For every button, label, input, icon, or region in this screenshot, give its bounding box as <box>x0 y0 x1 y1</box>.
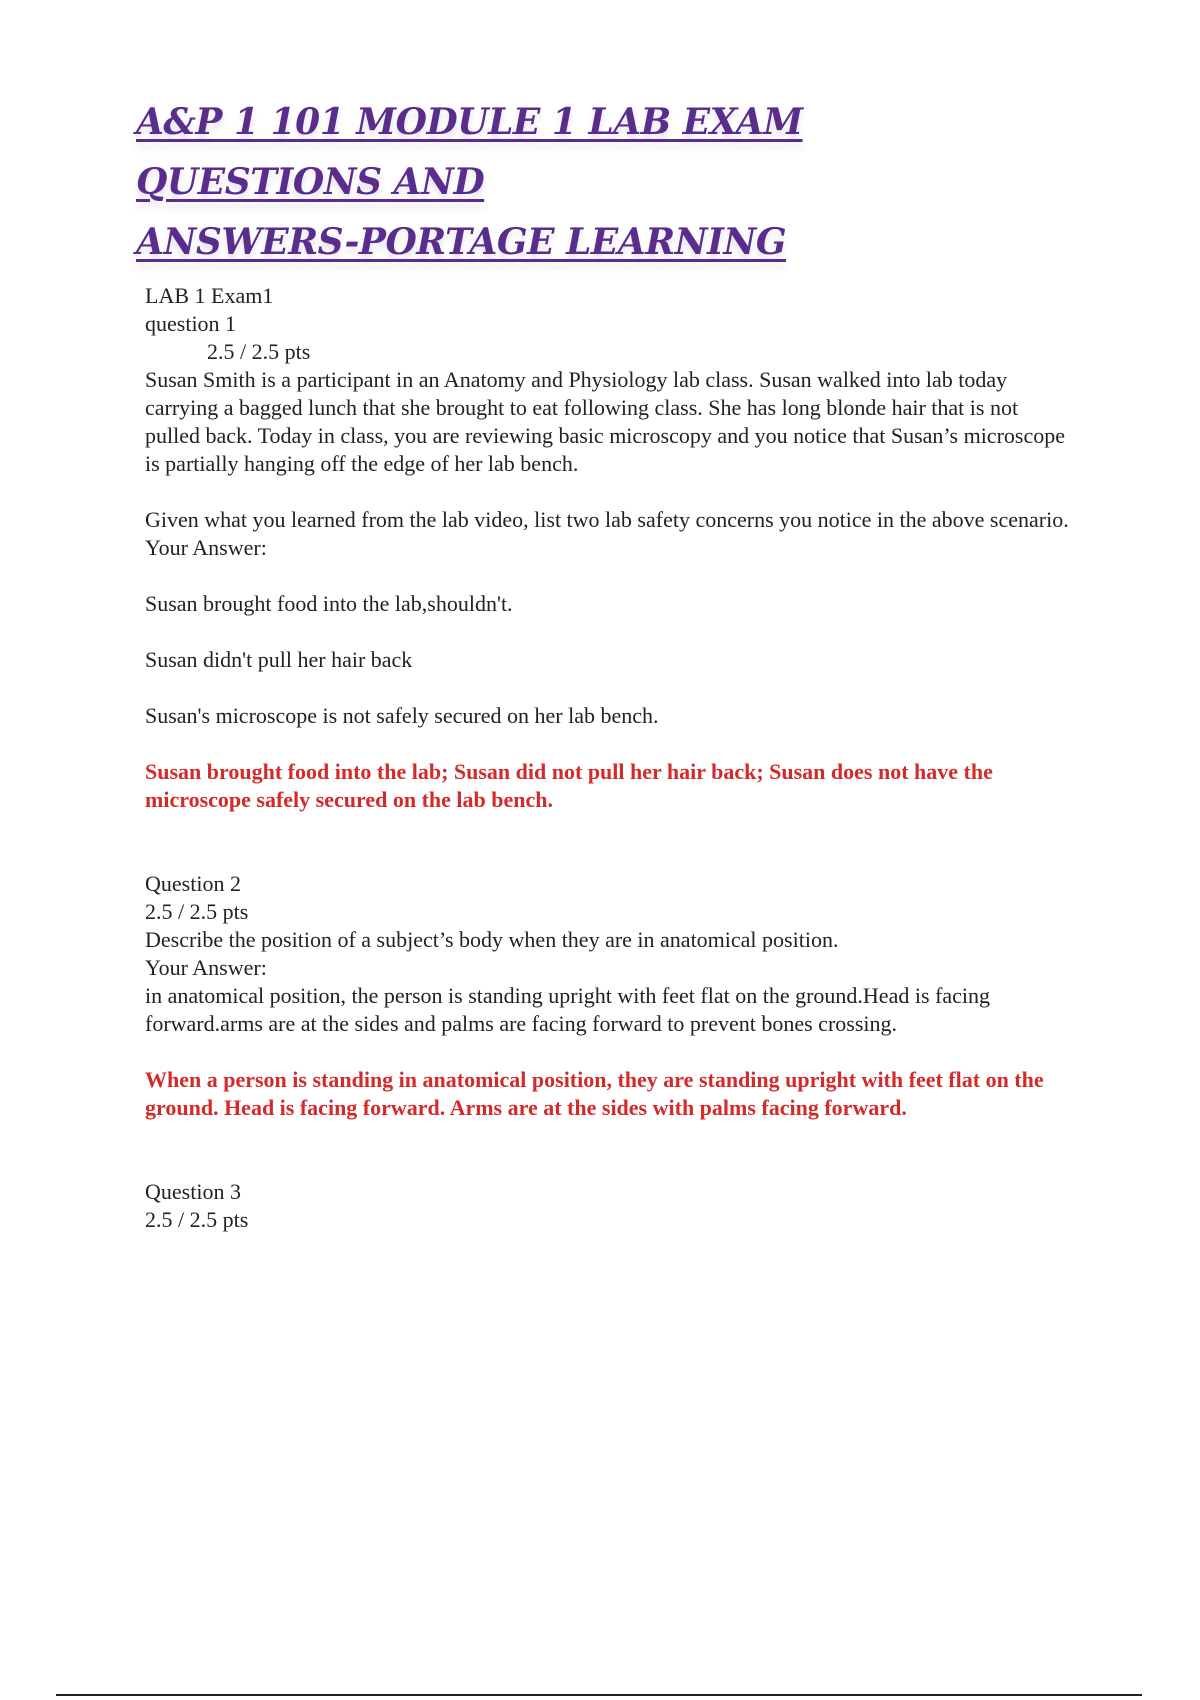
question-1 <box>145 310 1075 814</box>
exam-heading: LAB 1 Exam1 <box>145 283 274 308</box>
question-2-answer: in anatomical position, the person is standing upright with feet flat on the ground.Head is facing forward.arms are at the sides and palms are facing forward to prevent bones crossing. <box>145 983 990 1036</box>
question-2-prompt: Describe the position of a subject’s body when they are in anatomical position. <box>145 927 839 952</box>
question-1-answer-line: Susan brought food into the lab,shouldn't. <box>145 591 513 616</box>
question-1-your-answer-label: Your Answer: <box>145 535 267 560</box>
question-2-correct-answer: When a person is standing in anatomical position, they are standing upright with feet flat on the ground. Head is facing forward. Arms are at the sides with palms facing forward. <box>145 1067 1044 1120</box>
question-3-label: Question 3 <box>145 1179 241 1204</box>
question-2 <box>145 870 1075 1122</box>
question-1-label: question 1 <box>145 311 237 336</box>
question-1-prompt: Susan Smith is a participant in an Anatomy and Physiology lab class. Susan walked into lab today carrying a bagged lunch that she brought to eat following class. She has long blonde hair that is not pulled back. Today in class, you are reviewing basic microscopy and you notice that Susan’s microscope is partially hanging off the edge of her lab bench. <box>145 367 1065 476</box>
document-title <box>136 92 1036 272</box>
question-2-your-answer-label: Your Answer: <box>145 955 267 980</box>
question-1-score: 2.5 / 2.5 pts <box>207 339 311 364</box>
question-1-answer-line: Susan didn't pull her hair back <box>145 647 413 672</box>
question-1-correct-answer: Susan brought food into the lab; Susan did not pull her hair back; Susan does not have the microscope safely secured on the lab bench. <box>145 759 993 812</box>
document-title-line-2: ANSWERS-PORTAGE LEARNING <box>136 221 787 263</box>
question-1-answer-line: Susan's microscope is not safely secured on her lab bench. <box>145 703 659 728</box>
question-1-question: Given what you learned from the lab video, list two lab safety concerns you notice in the above scenario. <box>145 507 1069 532</box>
document-title-line-1: A&P 1 101 MODULE 1 LAB EXAM QUESTIONS AND <box>136 101 803 203</box>
exam-content <box>145 282 1075 1234</box>
question-2-label: Question 2 <box>145 871 241 896</box>
question-3 <box>145 1178 1075 1234</box>
question-2-score: 2.5 / 2.5 pts <box>145 899 249 924</box>
question-3-score: 2.5 / 2.5 pts <box>145 1207 249 1232</box>
page-bottom-rule <box>56 1694 1142 1696</box>
